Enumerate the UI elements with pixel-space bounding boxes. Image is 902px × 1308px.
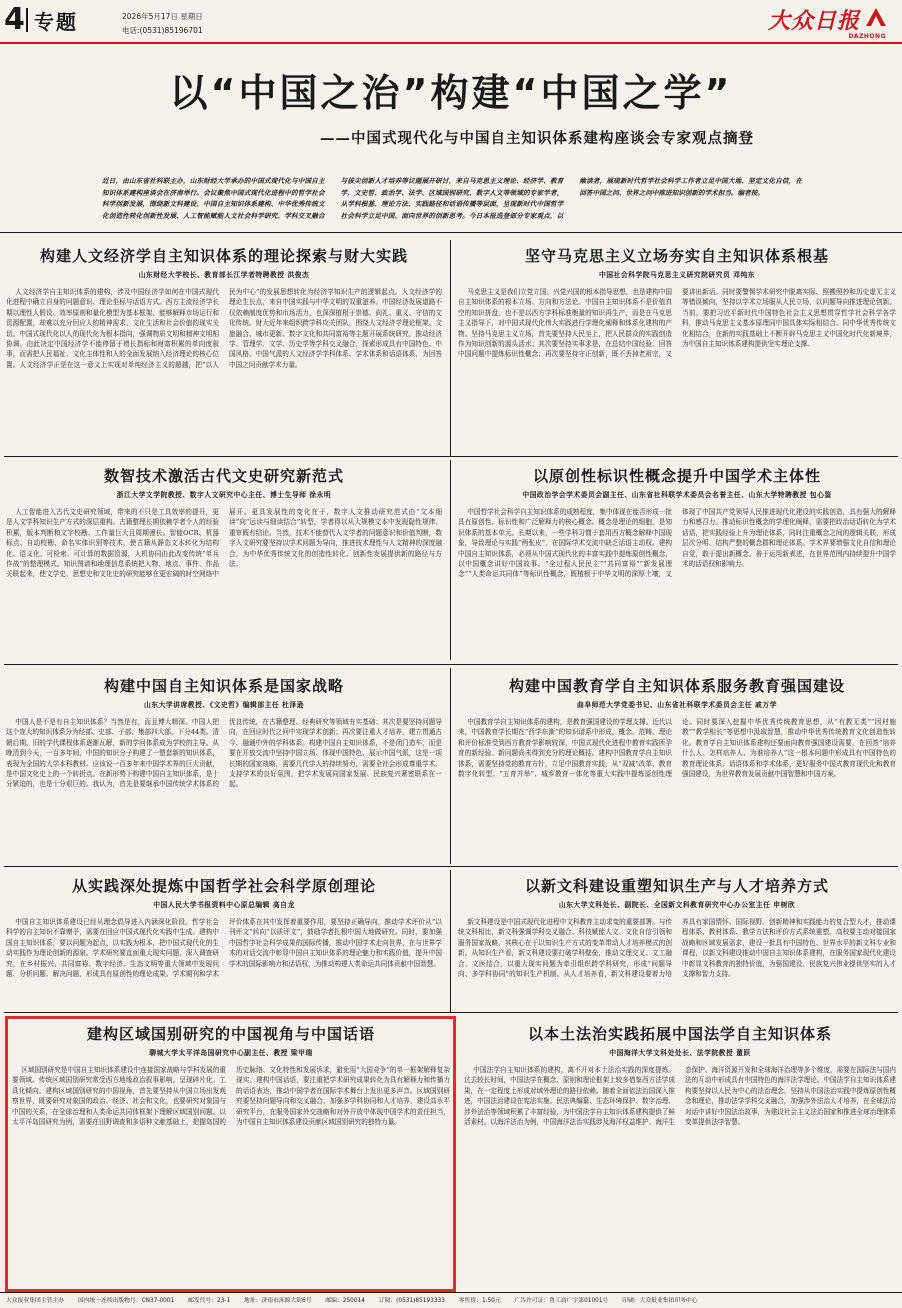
article-body: 区域国别研究是中国自主知识体系建设中连接国家战略与学科发展的重要领域。传统区域国别研究常受西方地缘政治叙事影响，呈现碎片化、工具化倾向。建构区域国别研究的中国视角，首先要坚持从中国立场出发观察世界，既要研究对象国的政治、经济、社会和文化，也要研究对象国与中国的关系，在全球治理和人类命运共同体框架下理解区域国别问题。以太平洋岛国研究为例，需要在田野调查和多语种文献基础上，把握岛国的历史脉络、文化特性和发展诉求，避免用“大国竞争”的单一框架解释复杂现实。建构中国话语，要注重把学术研究成果转化为具有解释力和传播力的话语表达，推动中国学者在国际学术舞台上发出更多声音。区域国别研究要坚持问题导向和交叉融合，加强多学科协同和人才培养，建设高水平研究平台，在服务国家外交战略和对外开放中体现中国学术的责任担当，为中国自主知识体系建设贡献区域国别研究的独特力量。: [12, 1066, 450, 1127]
article-humanistic-economics: [6, 246, 442, 452]
article-national-strategy: [6, 676, 442, 860]
footer-item: 零售价：1.50元: [458, 1298, 501, 1304]
article-body: 中国人是不是有自主知识体系？当然是有，而且博大精深。中国人把这个庞大的知识体系分为经部、史部、子部、集部四大部，下分44类。清朝后期，旧的学代课程体系逐渐瓦解，新的学问体系成为学校的主导。从晚清到今天，一百多年间，中国的知识分子构建了一整套新的知识体系，表现为全国的大学本科教材。应该说一百多年来中国学术界的巨大贡献，是中国文化史上的一个转折点。在新形势下构建中国自主知识体系，是十分紧迫的，也是十分艰巨的。我认为，首先是要继承中国传统学术体系的优良传统，在古籍整理、经典研究等领域夯实基础；其次是要坚持问题导向，在回应时代之问中实现学术创新；再次要注重人才培养，建立贯通古今、融通中外的学科体系。构建中国自主知识体系，不是闭门造车，而是要在开放交流中坚持中国立场、体现中国特色、展示中国气派，这是一项长期的国家战略，需要几代学人的持续努力，需要全社会形成尊重学术、支持学术的良好氛围，把学术发展同国家发展、民族复兴紧密联系在一起。: [6, 718, 442, 789]
article-body: 中国法学自主知识体系的建构，离不开对本土法治实践的深度提炼。过去较长时间，中国法学在概念、原则和理论框架上较多借鉴西方法学成果，在一定程度上形成对域外理论的路径依赖。随着全面依法治国深入推进，中国法治建设在宪法实施、民法典编纂、生态环境保护、数字治理、涉外法治等领域积累了丰富经验，为中国法学自主知识体系建构提供了鲜活素材。以海洋法治为例，中国海洋法治实践涉及海洋权益维护、海洋生态保护、海洋资源开发和全球海洋治理等多个维度，需要在国际法与国内法的互动中形成具有中国特色的海洋法学理论。中国法学自主知识体系建构要坚持以人民为中心的法治理念，坚持从中国法治实践中提炼原创性概念和理论，推动法学学科交叉融合，加强涉外法治人才培养，在全球法治对话中讲好中国法治故事，为建设社会主义法治国家和推进全球治理体系变革提供法学智慧。: [464, 1066, 896, 1127]
intro-rule: [0, 232, 902, 233]
article-digital-humanities: [6, 466, 442, 658]
editor-intro: 近日，由山东省社科联主办，山东财经大学承办的中国式现代化与中国自主知识体系建构座谈会在济南举行。会议聚焦中国式现代化进程中的哲学社会科学创新发展，围绕新文科建设、中国自主知识体系建构、中华优秀传统文化创造性转化创新性发展、人工智能赋能人文社会科学研究、学科交叉融合与拔尖创新人才培养等议题展开研讨，来自马克思主义理论、经济学、教育学、文史哲、政治学、法学、区域国别研究、数字人文等领域的专家学者，从学科根基、理论方法、实践路径和话语传播等层面，呈现新时代中国哲学社会科学立足中国、面向世界的创新思考。今日本报选登部分专家观点，以飨读者，展现新时代哲学社会科学工作者立足中国大地、坚定文化自信，在回答中国之问、世界之问中推进知识创新的学术担当。编者按。: [102, 177, 802, 220]
article-title: 构建人文经济学自主知识体系的理论探索与财大实践: [39, 247, 408, 265]
article-author: 曲阜师范大学党委书记、山东省社科联学术委员会主任 戚万学: [577, 701, 777, 709]
article-author: 山东大学文科处长、副院长、全国新文科教育研究中心办公室主任 申树欣: [558, 901, 796, 909]
footer-item: 广告许可证：鲁工商广字第01001号: [514, 1298, 609, 1304]
article-title: 以原创性标识性概念提升中国学术主体性: [532, 467, 821, 485]
column-rule: [450, 668, 451, 864]
article-author: 中国政治学会学术委员会副主任、山东省社科联学术委员会名誉主任、山东大学特聘教授 包心鉴: [522, 491, 832, 499]
row-rule: [4, 1012, 898, 1013]
masthead-rule: [0, 42, 902, 44]
article-author: 聊城大学太平洋岛国研究中心副主任、教授 梁甲瑞: [149, 1049, 313, 1057]
issue-date: 2026年5月17日 星期日: [122, 12, 203, 21]
column-rule: [450, 240, 451, 456]
article-new-liberal-arts: [458, 876, 896, 1008]
article-title: 构建中国自主知识体系是国家战略: [103, 677, 344, 695]
article-body: 新文科建设是中国式现代化进程中文科教育主动求变的重要部署。与传统文科相比，新文科强调学科交叉融合、科技赋能人文、文化自信引领和服务国家战略，其核心在于以知识生产方式的变革带动人才培养模式的创新。从知识生产看，新文科建设要打破学科壁垒，推动文理交叉、文工融合、文医结合，以重大现实问题为牵引组织跨学科研究，形成“问题导向、多学科协同”的知识生产机制。从人才培养看，新文科建设要着力培养具有家国情怀、国际视野、创新精神和实践能力的复合型人才，推动课程体系、教材体系、教学方法和评价方式系统重塑。高校要主动对接国家战略和区域发展需求，建设一批具有中国特色、世界水平的新文科专业和课程，以新文科建设推动中国自主知识体系建构，在服务国家现代化建设中彰显文科教育的独特价值，为强国建设、民族复兴伟业提供坚实的人才支撑和智力支持。: [458, 918, 896, 979]
footer-item: 印刷：大众报业集团印务中心: [622, 1298, 698, 1304]
footer-item: 国内统一连续出版物号：CN37-0001: [77, 1298, 175, 1304]
article-body: 中国教育学自主知识体系的建构，是教育强国建设的学理支撑。近代以来，中国教育学长期在“西学东渐”的知识谱系中形成，概念、范畴、理论和评价标准受到西方教育学影响较深，中国式现代化进程中教育实践所孕育的新经验、新问题尚未得到充分的理论概括。建构中国教育学自主知识体系，需要坚持党的教育方针，立足中国教育实践，从“双减”改革、教育数字化转型、“五育并举”、城乡教育一体化等重大实践中提炼原创性理论。同时要深入挖掘中华优秀传统教育思想，从“有教无类”“因材施教”“教学相长”等思想中汲取智慧，推动中华优秀传统教育文化创造性转化。教育学自主知识体系建构还要面向教育强国建设需要，在回答“培养什么人、怎样培养人、为谁培养人”这一根本问题中形成具有中国特色的教育理论体系、话语体系和学术体系，更好服务中国式教育现代化和教育强国建设，为世界教育发展贡献中国智慧和中国方案。: [458, 718, 896, 779]
page-subtitle: ——中国式现代化与中国自主知识体系建构座谈会专家观点摘登: [320, 131, 754, 147]
footer-item: 大众报业集团主管主办: [6, 1298, 64, 1304]
article-title: 以本土法治实践拓展中国法学自主知识体系: [527, 1025, 832, 1043]
issue-phone: 电话:(0531)85196701: [122, 26, 203, 35]
article-original-theory: [6, 876, 442, 1008]
article-title: 以新文科建设重塑知识生产与人才培养方式: [524, 877, 829, 895]
article-title: 从实践深处提炼中国哲学社会科学原创理论: [71, 877, 376, 895]
article-title: 构建中国教育学自主知识体系服务教育强国建设: [508, 677, 845, 695]
logo-text: 大众日报: [768, 8, 861, 34]
article-body: 人文经济学自主知识体系的建构，涉及中国经济学如何在中国式现代化进程中确立自身的问题意识、理论坐标与话语方式。西方主流经济学长期以理性人假设、效率原则和量化模型为基本框架，能够解释市场运行和资源配置，却难以充分回应人的精神需求、文化生活和社会价值的现实关切。中国式现代化以人的现代化为根本指向，强调物质文明和精神文明相协调，由此决定中国经济学不能停留于增长指标和财富积累的单向度叙事，而需把人民福祉、文化主体性和人的全面发展纳入经济理论的核心位置。人文经济学正是在这一意义上实现对单纯经济主义的超越，把“以人民为中心”的发展思想转化为经济学知识生产的逻辑起点。人文经济学的理论生长点，来自中国实践与中华文明的双重滋养。中国经济发展道路不仅依赖制度优势和市场活力，也深深植根于崇德、尚礼、重义、守信的文化传统。财大近年来组织跨学科攻关团队，围绕人文经济学理论框架、文旅融合、城市更新、数字文化和共同富裕等主题开展系统研究，推动经济学、管理学、文学、历史学等学科交叉融合，探索形成具有中国特色、中国风格、中国气派的人文经济学学科体系、学术体系和话语体系，为回答中国之问贡献学术力量。: [6, 288, 442, 369]
page-title: 以“中国之治”构建“中国之学”: [169, 71, 733, 115]
article-author: 中国海洋大学文科处处长、法学院教授 董跃: [609, 1049, 751, 1057]
article-body: 中国自主知识体系建设已经从理念倡导进入内涵深化阶段。哲学社会科学的自主知识不靠赠予，需要在回应中国式现代化实践中生成。建构中国自主知识体系，要以问题为起点，以实践为根本，把中国式现代化的生动实践作为理论创新的源泉。学术研究要直面重大现实问题，深入调查研究，在乡村振兴、共同富裕、数字经济、生态文明等重大领域中发现问题、分析问题、解决问题，形成具有原创性的理论成果。学术期刊和学术评价体系在其中发挥着重要作用，要坚持正确导向，推动学术评价从“以刊评文”转向“以质评文”，鼓励学者扎根中国大地做研究。同时，要加强中国哲学社会科学成果的国际传播，推动中国学术走向世界，在与世界学术的对话交流中彰显中国自主知识体系的理论魅力和实践价值，提升中国学术的国际影响力和话语权，为推动构建人类命运共同体贡献中国智慧。: [6, 918, 442, 979]
article-law: [464, 1024, 896, 1286]
article-body: 马克思主义是我们立党立国、兴党兴国的根本指导思想，也是建构中国自主知识体系的根本立场、方向和方法论。中国自主知识体系不是价值真空的知识拼盘，也不是以西方学科标准衡量的知识再生产，而是在马克思主义指导下，对中国式现代化伟大实践进行学理化阐释和体系化建构的产物。坚持马克思主义立场，首先要坚持人民至上，把人民群众的实践创造作为知识创新的源头活水；其次要坚持实事求是，在总结中国经验、回答中国问题中提炼标识性概念；再次要坚持守正创新，既不丢掉老祖宗，又要讲出新话。同时要警惕学术研究中脱离实际、照搬照抄和历史虚无主义等错误倾向，坚持以学术立场服从人民立场，以问题导向推进理论创新。当前，要把习近平新时代中国特色社会主义思想贯穿哲学社会科学各学科，推动马克思主义基本原理同中国具体实际相结合、同中华优秀传统文化相结合，在新的实践基础上不断开辟马克思主义中国化时代化新境界，为中国自主知识体系建构提供坚实理论支撑。: [458, 288, 896, 359]
masthead: [0, 0, 902, 42]
logo-mark-icon: [864, 6, 888, 28]
footer-item: 邮发代号：23-1: [188, 1298, 231, 1304]
footer-item: 邮编：250014: [325, 1298, 365, 1304]
highlighted-article-box[interactable]: [5, 1016, 456, 1292]
article-author: 中国社会科学院马克思主义研究院研究员 邓纯东: [598, 271, 756, 279]
page-separator: [26, 8, 28, 32]
page-number: 4: [4, 2, 25, 37]
article-education: [458, 676, 896, 860]
article-body: 人工智能进入古代文史研究领域，带来的不只是工具效率的提升，更是人文学科知识生产方式的深层重构。古籍整理长期依赖学者个人的经验积累，版本判断和文字校勘、工作量巨大且周期漫长。智能OCR、机器标点、自动校勘、命名实体识别等技术，使古籍从静态文本转化为结构化、语义化、可检索、可计算的数据资源，人机协同由此改变传统“单兵作战”的整理模式。知识图谱和地理信息系统把人物、地点、事件、作品关联起来，使文学史、思想史和文化史的研究能够在更宏阔的时空网络中展开。更具发展性的变化在于，数字人文推动研究范式由“文本细读”向“远读与细读结合”转型，学者得以从大规模文本中发现隐性规律、重审既有结论。当然，技术不能替代人文学者的问题意识和价值判断，数字人文研究要坚持以学术问题为导向，推进技术理性与人文精神的深度融合，为中华优秀传统文化的创造性转化、创新性发展提供新的路径与方法。: [6, 508, 442, 579]
footer-item: 订阅：(0531)85193333: [378, 1298, 445, 1304]
article-original-concepts: [458, 466, 896, 658]
article-marxism: [458, 246, 896, 452]
section-name: 专题: [34, 10, 78, 34]
article-author: 浙江大学文学院教授、数字人文研究中心主任、博士生导师 徐永明: [116, 491, 332, 499]
article-title: 建构区域国别研究的中国视角与中国话语: [86, 1025, 375, 1043]
article-title: 坚守马克思主义立场夯实自主知识体系根基: [524, 247, 829, 265]
article-author: 山东大学讲席教授、《文史哲》编辑部主任 杜泽逊: [144, 701, 304, 709]
article-body: 中国哲学社会科学自主知识体系的成熟程度，集中体现在能否形成一批具有原创性、标识性和广泛解释力的核心概念。概念是理论的细胞，是知识体系的基本单元。长期以来，一些学科习惯于套用西方概念解释中国现象，导致理论与实践“两张皮”，在国际学术交流中缺乏话语主动权。建构中国自主知识体系，必须从中国式现代化的丰富实践中提炼原创性概念，以中国概念讲好中国故事。“全过程人民民主”“共同富裕”“新发展理念”“人类命运共同体”等标识性概念，既植根于中华文明的深厚土壤，又体现了中国共产党领导人民推进现代化建设的实践创造，具有强大的解释力和感召力。推动标识性概念的学理化阐释，需要把政治话语转化为学术话语，把实践经验上升为理论体系，同时注重概念之间的逻辑关联，形成层次分明、结构严整的概念群和理论体系。学术界要增强文化自信和理论自觉，敢于提出新概念、善于运用新表述，在世界范围内持续提升中国学术的话语权和影响力。: [458, 508, 896, 579]
imprint-footer: [0, 1292, 902, 1308]
article-author: 中国人民大学书报资料中心原总编辑 高自龙: [153, 901, 295, 909]
row-rule: [4, 456, 898, 457]
row-rule: [4, 664, 898, 665]
column-rule: [450, 870, 451, 1012]
column-rule: [450, 460, 451, 660]
logo-subtext: DAZHONG: [848, 33, 886, 40]
article-author: 山东财经大学校长、教育部长江学者特聘教授 洪俊杰: [138, 271, 310, 279]
article-title: 数智技术激活古代文史研究新范式: [103, 467, 344, 485]
footer-item: 地址：济南市泺源大街6号: [244, 1298, 312, 1304]
newspaper-logo: [768, 2, 888, 40]
row-rule: [4, 866, 898, 867]
